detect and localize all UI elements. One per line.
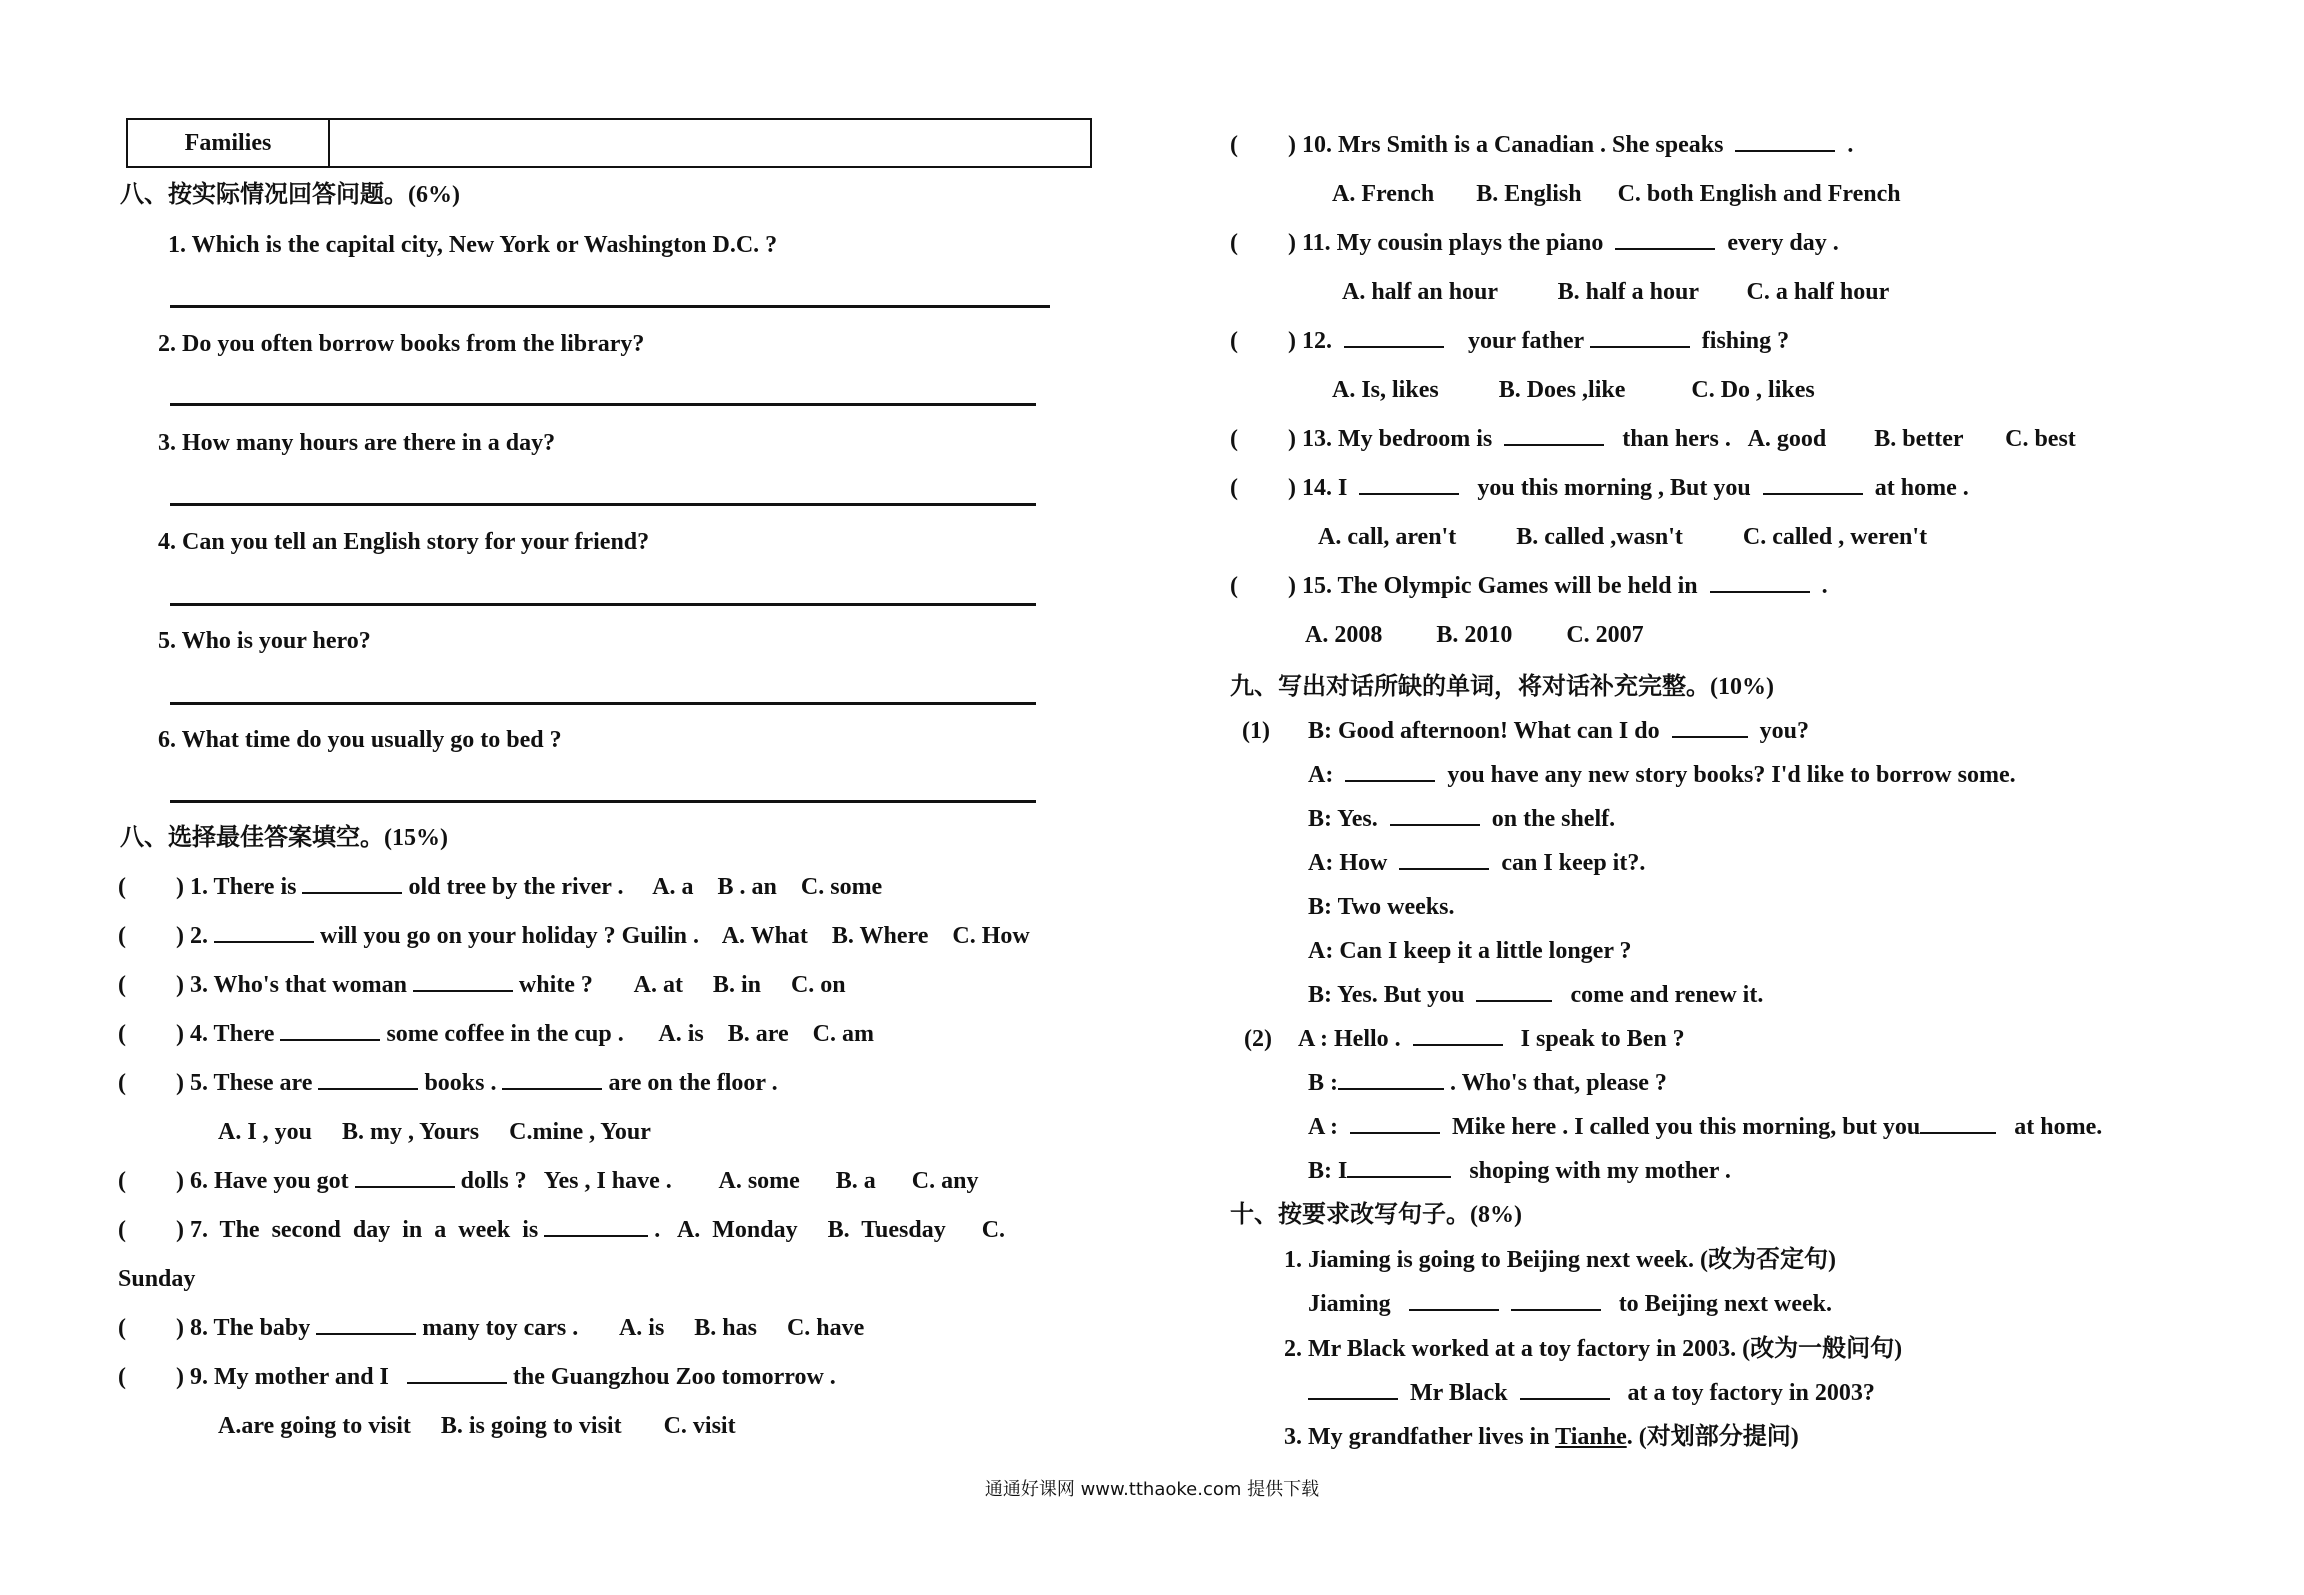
families-value xyxy=(329,119,1091,167)
blank[interactable] xyxy=(1338,1068,1444,1090)
blank[interactable] xyxy=(1344,326,1444,348)
blank[interactable] xyxy=(544,1215,648,1237)
rewrite-s2-answer: Mr Black at a toy factory in 2003? xyxy=(1308,1378,1875,1408)
blank[interactable] xyxy=(407,1362,507,1384)
dialogue2-number: (2) xyxy=(1244,1026,1272,1052)
mc-q15: ( ) 15. The Olympic Games will be held in . xyxy=(1230,573,1828,599)
blank[interactable] xyxy=(1359,473,1459,495)
section8b-title: 八、选择最佳答案填空。(15%) xyxy=(120,825,448,851)
section9-title: 九、写出对话所缺的单词，将对话补充完整。(10%) xyxy=(1230,674,1774,700)
answer-line-2[interactable] xyxy=(170,403,1036,406)
blank[interactable] xyxy=(1350,1112,1440,1134)
blank[interactable] xyxy=(280,1019,380,1041)
mc-q8: ( ) 8. The baby many toy cars . A. is B. has C. have xyxy=(118,1315,865,1341)
section8a-q2: 2. Do you often borrow books from the library? xyxy=(158,331,645,357)
rewrite-s3: 3. My grandfather lives in Tianhe. (对划部分提问) xyxy=(1284,1424,1799,1450)
section10-title: 十、按要求改写句子。(8%) xyxy=(1230,1202,1522,1228)
blank[interactable] xyxy=(1710,571,1810,593)
blank[interactable] xyxy=(1308,1378,1398,1400)
mc-q15-options: A. 2008 B. 2010 C. 2007 xyxy=(1305,622,1644,648)
answer-line-4[interactable] xyxy=(170,603,1036,606)
blank[interactable] xyxy=(1345,760,1435,782)
mc-q2: ( ) 2. will you go on your holiday ? Guilin . A. What B. Where C. How xyxy=(118,923,1030,949)
blank[interactable] xyxy=(1590,326,1690,348)
mc-q7: ( ) 7. The second day in a week is . A. Monday B. Tuesday C. xyxy=(118,1217,1006,1243)
mc-q5-options: A. I , you B. my , Yours C.mine , Your xyxy=(218,1119,651,1145)
mc-q11: ( ) 11. My cousin plays the piano every day . xyxy=(1230,230,1839,256)
blank[interactable] xyxy=(1763,473,1863,495)
blank[interactable] xyxy=(413,970,513,992)
answer-line-1[interactable] xyxy=(170,305,1050,308)
footer-credit: 通通好课网 www.tthaoke.com 提供下载 xyxy=(984,1479,1320,1500)
dialogue2-line3: A : Mike here . I called you this morning, but you at home. xyxy=(1308,1114,2103,1140)
blank[interactable] xyxy=(1615,228,1715,250)
dialogue2-line4: B: I shoping with my mother . xyxy=(1308,1158,1731,1184)
mc-q10-options: A. French B. English C. both English and French xyxy=(1332,181,1901,207)
answer-line-3[interactable] xyxy=(170,503,1036,506)
blank[interactable] xyxy=(1520,1378,1610,1400)
mc-q7-wrap: Sunday xyxy=(118,1266,196,1292)
section8a-title: 八、按实际情况回答问题。(6%) xyxy=(120,182,460,208)
dialogue2-line2: B : . Who's that, please ? xyxy=(1308,1070,1667,1096)
dialogue1-line3: B: Yes. on the shelf. xyxy=(1308,806,1616,832)
answer-line-6[interactable] xyxy=(170,800,1036,803)
blank[interactable] xyxy=(316,1313,416,1335)
blank[interactable] xyxy=(1735,130,1835,152)
rewrite-s2: 2. Mr Black worked at a toy factory in 2003. (改为一般问句) xyxy=(1284,1336,1903,1362)
mc-q10: ( ) 10. Mrs Smith is a Canadian . She speaks . xyxy=(1230,132,1854,158)
blank[interactable] xyxy=(1399,848,1489,870)
blank[interactable] xyxy=(214,921,314,943)
blank[interactable] xyxy=(355,1166,455,1188)
dialogue1-number: (1) xyxy=(1242,718,1270,744)
families-table xyxy=(126,118,1092,168)
mc-q5: ( ) 5. These are books . are on the floor . xyxy=(118,1070,778,1096)
dialogue1-line4: A: How can I keep it?. xyxy=(1308,850,1646,876)
mc-q1: ( ) 1. There is old tree by the river . A. a B . an C. some xyxy=(118,874,883,900)
mc-q6: ( ) 6. Have you got dolls ? Yes , I have . A. some B. a C. any xyxy=(118,1168,979,1194)
section8a-q6: 6. What time do you usually go to bed ? xyxy=(158,727,562,753)
mc-q9: ( ) 9. My mother and I the Guangzhou Zoo tomorrow . xyxy=(118,1364,836,1390)
blank[interactable] xyxy=(1409,1289,1499,1311)
mc-q3: ( ) 3. Who's that woman white ? A. at B. in C. on xyxy=(118,972,846,998)
blank[interactable] xyxy=(1390,804,1480,826)
section8a-q4: 4. Can you tell an English story for your friend? xyxy=(158,529,650,555)
mc-q4: ( ) 4. There some coffee in the cup . A. is B. are C. am xyxy=(118,1021,874,1047)
blank[interactable] xyxy=(1920,1112,1996,1134)
blank[interactable] xyxy=(502,1068,602,1090)
mc-q11-options: A. half an hour B. half a hour C. a half hour xyxy=(1342,279,1890,305)
section8a-q1: 1. Which is the capital city, New York or Washington D.C. ? xyxy=(168,232,778,258)
blank[interactable] xyxy=(318,1068,418,1090)
blank[interactable] xyxy=(1347,1156,1451,1178)
section8a-q5: 5. Who is your hero? xyxy=(158,628,371,654)
blank[interactable] xyxy=(302,872,402,894)
dialogue1-line1: B: Good afternoon! What can I do you? xyxy=(1308,718,1809,744)
answer-line-5[interactable] xyxy=(170,702,1036,705)
mc-q14-options: A. call, aren't B. called ,wasn't C. called , weren't xyxy=(1318,524,1928,550)
blank[interactable] xyxy=(1672,716,1748,738)
blank[interactable] xyxy=(1511,1289,1601,1311)
blank[interactable] xyxy=(1504,424,1604,446)
dialogue1-line7: B: Yes. But you come and renew it. xyxy=(1308,982,1764,1008)
rewrite-s1: 1. Jiaming is going to Beijing next week. (改为否定句) xyxy=(1284,1247,1836,1273)
section8a-q3: 3. How many hours are there in a day? xyxy=(158,430,556,456)
mc-q13: ( ) 13. My bedroom is than hers . A. good B. better C. best xyxy=(1230,426,2076,452)
mc-q12-options: A. Is, likes B. Does ,like C. Do , likes xyxy=(1332,377,1815,403)
dialogue1-line2: A: you have any new story books? I'd like to borrow some. xyxy=(1308,762,2016,788)
rewrite-s1-answer: Jiaming to Beijing next week. xyxy=(1308,1291,1832,1317)
mc-q14: ( ) 14. I you this morning , But you at home . xyxy=(1230,475,1969,501)
dialogue1-line6: A: Can I keep it a little longer ? xyxy=(1308,938,1632,964)
mc-q9-options: A.are going to visit B. is going to visit C. visit xyxy=(218,1413,736,1439)
blank[interactable] xyxy=(1413,1024,1503,1046)
dialogue1-line5: B: Two weeks. xyxy=(1308,894,1455,920)
blank[interactable] xyxy=(1476,980,1552,1002)
families-label: Families xyxy=(127,119,329,167)
mc-q12: ( ) 12. your father fishing ? xyxy=(1230,328,1790,354)
underlined-word: Tianhe xyxy=(1555,1424,1627,1450)
dialogue2-line1: A : Hello . I speak to Ben ? xyxy=(1298,1026,1685,1052)
